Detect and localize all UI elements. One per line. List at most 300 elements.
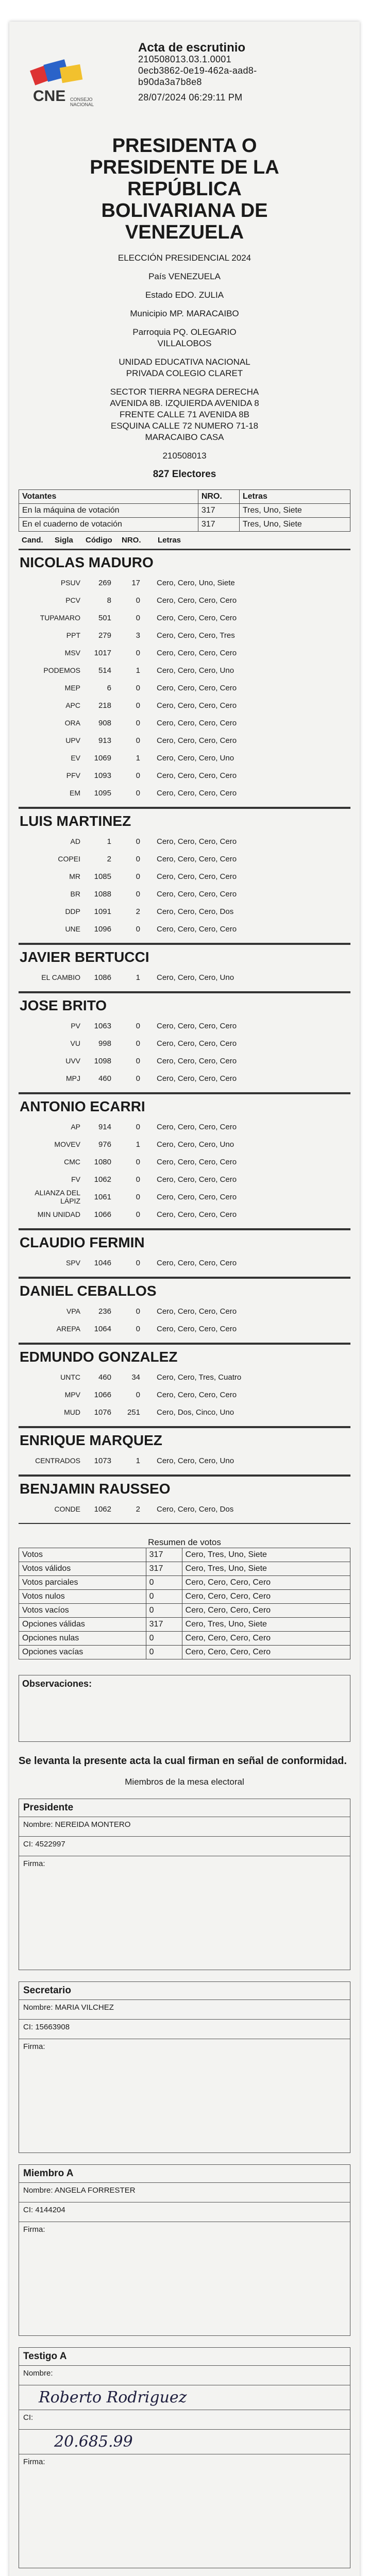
party-party: CENTRADOS bbox=[35, 1456, 80, 1465]
member-name: Nombre: MARIA VILCHEZ bbox=[19, 2000, 350, 2020]
party-party: ALIANZA DEL LÁPIZ bbox=[35, 1189, 80, 1205]
party-party: TUPAMARO bbox=[40, 614, 80, 622]
cell: Votos válidos bbox=[19, 1562, 146, 1576]
party-letras: Cero, Cero, Cero, Cero bbox=[157, 771, 237, 780]
party-party: VPA bbox=[66, 1307, 80, 1315]
party-party: PV bbox=[71, 1022, 80, 1030]
party-tot: 0 bbox=[136, 854, 140, 863]
party-num: 1096 bbox=[94, 924, 111, 934]
summary-table bbox=[19, 1548, 350, 1659]
candidate-group bbox=[19, 1427, 350, 1476]
party-num: 908 bbox=[98, 718, 111, 727]
candidate-group bbox=[19, 808, 350, 944]
candidate-group bbox=[19, 1344, 350, 1427]
table-row bbox=[19, 1618, 350, 1632]
party-row bbox=[19, 714, 350, 732]
table-row bbox=[19, 1632, 350, 1646]
party-tot: 0 bbox=[136, 1258, 140, 1267]
party-letras: Cero, Cero, Cero, Uno bbox=[157, 973, 234, 982]
party-row bbox=[19, 1188, 350, 1206]
table-row bbox=[19, 1646, 350, 1659]
member-name: Nombre: ANGELA FORRESTER bbox=[19, 2183, 350, 2202]
party-party: UNTC bbox=[60, 1373, 80, 1381]
party-party: EV bbox=[71, 754, 80, 762]
party-letras: Cero, Cero, Cero, Cero bbox=[157, 1258, 237, 1267]
table-row bbox=[19, 1562, 350, 1576]
direccion: FRENTE CALLE 71 AVENIDA 8B bbox=[120, 410, 249, 419]
party-letras: Cero, Cero, Cero, Cero bbox=[157, 1192, 237, 1201]
member-name: Nombre: NEREIDA MONTERO bbox=[19, 1817, 350, 1837]
party-num: 218 bbox=[98, 701, 111, 710]
party-num: 1073 bbox=[94, 1456, 111, 1465]
title-line: PRESIDENTA O bbox=[112, 135, 257, 157]
centro: UNIDAD EDUCATIVA NACIONAL bbox=[119, 357, 250, 367]
party-tot: 34 bbox=[131, 1372, 140, 1382]
acta-uuid-1: 0ecb3862-0e19-462a-aad8- bbox=[138, 65, 257, 76]
col-header: Cand. bbox=[22, 536, 43, 545]
party-tot: 0 bbox=[136, 596, 140, 605]
direccion: AVENIDA 8B. IZQUIERDA AVENIDA 8 bbox=[110, 398, 259, 408]
table-row bbox=[19, 518, 350, 532]
cell: 0 bbox=[146, 1576, 182, 1590]
cell: Cero, Tres, Uno, Siete bbox=[182, 1562, 350, 1576]
party-num: 460 bbox=[98, 1372, 111, 1382]
party-letras: Cero, Cero, Cero, Cero bbox=[157, 1307, 237, 1316]
party-party: MUD bbox=[64, 1408, 80, 1416]
party-tot: 0 bbox=[136, 788, 140, 798]
title-line: BOLIVARIANA DE bbox=[101, 200, 268, 222]
party-letras: Cero, Cero, Cero, Cero bbox=[157, 1210, 237, 1219]
pais: País VENEZUELA bbox=[148, 272, 221, 281]
party-num: 1086 bbox=[94, 973, 111, 982]
party-num: 1076 bbox=[94, 1408, 111, 1417]
cell: En la máquina de votación bbox=[19, 504, 198, 518]
receipt-content bbox=[19, 42, 350, 2576]
electores: 827 Electores bbox=[153, 469, 216, 480]
party-tot: 0 bbox=[136, 1056, 140, 1065]
cell: Cero, Cero, Cero, Cero bbox=[182, 1632, 350, 1646]
party-row bbox=[19, 969, 350, 986]
party-party: EM bbox=[70, 789, 80, 797]
cell: 0 bbox=[146, 1604, 182, 1618]
party-party: MR bbox=[69, 872, 80, 880]
party-party: MPV bbox=[64, 1391, 80, 1399]
party-letras: Cero, Cero, Cero, Cero bbox=[157, 1324, 237, 1333]
party-tot: 0 bbox=[136, 1021, 140, 1030]
party-row bbox=[19, 850, 350, 868]
party-row bbox=[19, 1118, 350, 1136]
party-letras: Cero, Cero, Cero, Cero bbox=[157, 1175, 237, 1184]
party-row bbox=[19, 833, 350, 850]
cell: Cero, Cero, Cero, Cero bbox=[182, 1604, 350, 1618]
cell: 0 bbox=[146, 1632, 182, 1646]
centro: PRIVADA COLEGIO CLARET bbox=[126, 368, 243, 378]
cell: 0 bbox=[146, 1590, 182, 1604]
party-num: 1062 bbox=[94, 1504, 111, 1514]
cell: 317 bbox=[198, 504, 239, 518]
party-row bbox=[19, 1136, 350, 1153]
party-row bbox=[19, 920, 350, 938]
candidate-group bbox=[19, 1476, 350, 1524]
party-tot: 0 bbox=[136, 736, 140, 745]
candidate-group bbox=[19, 1093, 350, 1229]
cand-header-row bbox=[19, 532, 350, 549]
party-letras: Cero, Cero, Cero, Cero bbox=[157, 1122, 237, 1131]
party-tot: 0 bbox=[136, 613, 140, 622]
col-header: Código bbox=[86, 536, 112, 545]
party-row bbox=[19, 1052, 350, 1070]
party-letras: Cero, Dos, Cinco, Uno bbox=[157, 1408, 234, 1417]
party-tot: 1 bbox=[136, 1140, 140, 1149]
title-line: REPÚBLICA bbox=[127, 178, 242, 200]
party-row bbox=[19, 697, 350, 714]
title-line: PRESIDENTE DE LA bbox=[90, 157, 279, 178]
party-tot: 0 bbox=[136, 1175, 140, 1184]
estado: Estado EDO. ZULIA bbox=[145, 290, 224, 300]
party-row bbox=[19, 1386, 350, 1403]
party-letras: Cero, Cero, Cero, Cero bbox=[157, 701, 237, 710]
party-num: 1080 bbox=[94, 1157, 111, 1166]
party-party: BR bbox=[70, 890, 80, 898]
member-role: Testigo A bbox=[19, 2348, 350, 2366]
header bbox=[19, 42, 350, 197]
party-party: PSUV bbox=[60, 579, 80, 587]
candidate-name: CLAUDIO FERMIN bbox=[19, 1229, 350, 1254]
party-row bbox=[19, 1070, 350, 1087]
party-num: 460 bbox=[98, 1074, 111, 1083]
title-line: VENEZUELA bbox=[125, 222, 244, 243]
party-num: 998 bbox=[98, 1039, 111, 1048]
codigo-centro: 210508013 bbox=[162, 451, 207, 461]
party-tot: 0 bbox=[136, 1307, 140, 1316]
table-row bbox=[19, 1604, 350, 1618]
party-row bbox=[19, 885, 350, 903]
col-header: NRO. bbox=[198, 490, 239, 504]
direccion: ESQUINA CALLE 72 NUMERO 71-18 bbox=[110, 421, 259, 431]
members-title: Miembros de la mesa electoral bbox=[125, 1777, 244, 1787]
candidate-name: NICOLAS MADURO bbox=[19, 549, 350, 574]
party-row bbox=[19, 1017, 350, 1035]
party-num: 279 bbox=[98, 631, 111, 640]
cell: Tres, Uno, Siete bbox=[239, 504, 350, 518]
party-party: MPJ bbox=[66, 1074, 80, 1082]
cne-logo-icon bbox=[29, 52, 106, 108]
party-row bbox=[19, 662, 350, 679]
party-party: DDP bbox=[65, 907, 80, 916]
party-num: 269 bbox=[98, 578, 111, 587]
cell: Opciones vacías bbox=[19, 1646, 146, 1659]
party-party: UNE bbox=[65, 925, 80, 933]
svg-text:CNE: CNE bbox=[33, 88, 66, 105]
party-tot: 0 bbox=[136, 771, 140, 780]
party-row bbox=[19, 1403, 350, 1421]
direccion: MARACAIBO CASA bbox=[145, 432, 224, 442]
party-row bbox=[19, 1153, 350, 1171]
handwritten-ci-row bbox=[19, 2430, 350, 2454]
col-header: Letras bbox=[239, 490, 350, 504]
party-letras: Cero, Cero, Cero, Cero bbox=[157, 718, 237, 727]
table-row bbox=[19, 504, 350, 518]
cell: Tres, Uno, Siete bbox=[239, 518, 350, 532]
candidate-name: LUIS MARTINEZ bbox=[19, 808, 350, 833]
party-letras: Cero, Cero, Cero, Cero bbox=[157, 648, 237, 657]
handwritten-name: Roberto Rodriguez bbox=[39, 2388, 187, 2406]
member-signature-box: Firma: bbox=[23, 2225, 45, 2234]
acta-code: 210508013.03.1.0001 bbox=[138, 54, 231, 64]
direccion: SECTOR TIERRA NEGRA DERECHA bbox=[110, 387, 259, 397]
party-party: UPV bbox=[65, 736, 80, 744]
party-num: 976 bbox=[98, 1140, 111, 1149]
party-tot: 0 bbox=[136, 683, 140, 692]
party-tot: 0 bbox=[136, 1074, 140, 1083]
candidate-name: DANIEL CEBALLOS bbox=[19, 1278, 350, 1302]
party-party: CONDE bbox=[54, 1505, 80, 1513]
member-box bbox=[19, 1799, 350, 1970]
parroquia: VILLALOBOS bbox=[157, 338, 212, 348]
party-letras: Cero, Cero, Uno, Siete bbox=[157, 578, 235, 587]
party-row bbox=[19, 1035, 350, 1052]
party-party: UVV bbox=[65, 1057, 80, 1065]
party-party: PPT bbox=[66, 631, 80, 639]
party-num: 1066 bbox=[94, 1390, 111, 1399]
party-row bbox=[19, 609, 350, 626]
conformidad-note: Se levanta la presente acta la cual firman en señal de conformidad. bbox=[19, 1755, 347, 1767]
party-party: AP bbox=[71, 1123, 80, 1131]
party-num: 8 bbox=[107, 596, 111, 605]
party-party: PCV bbox=[65, 596, 80, 604]
party-num: 1063 bbox=[94, 1021, 111, 1030]
member-box bbox=[19, 2164, 350, 2336]
party-row bbox=[19, 749, 350, 767]
party-num: 501 bbox=[98, 613, 111, 622]
observaciones-box: Observaciones: bbox=[19, 1675, 350, 1742]
member-ci: CI: 4522997 bbox=[19, 1837, 350, 1856]
party-tot: 0 bbox=[136, 837, 140, 846]
header-meta bbox=[138, 42, 349, 103]
party-tot: 1 bbox=[136, 1456, 140, 1465]
election-name: ELECCIÓN PRESIDENCIAL 2024 bbox=[118, 253, 251, 263]
party-row bbox=[19, 626, 350, 644]
party-party: EL CAMBIO bbox=[41, 973, 80, 981]
cell: Votos bbox=[19, 1548, 146, 1562]
member-ci: CI: 4144204 bbox=[19, 2202, 350, 2222]
votantes-table bbox=[19, 489, 350, 532]
party-num: 6 bbox=[107, 683, 111, 692]
party-num: 514 bbox=[98, 666, 111, 675]
party-num: 913 bbox=[98, 736, 111, 745]
acta-uuid-2: b90da3a7b8e8 bbox=[138, 77, 202, 87]
party-tot: 0 bbox=[136, 1039, 140, 1048]
acta-title: Acta de escrutinio bbox=[138, 41, 246, 55]
candidate-group bbox=[19, 549, 350, 808]
party-row bbox=[19, 591, 350, 609]
party-row bbox=[19, 1320, 350, 1337]
acta-timestamp: 28/07/2024 06:29:11 PM bbox=[138, 92, 243, 103]
party-party: PODEMOS bbox=[43, 666, 80, 674]
member-ci: CI: bbox=[19, 2410, 350, 2430]
party-tot: 0 bbox=[136, 648, 140, 657]
party-letras: Cero, Cero, Cero, Cero bbox=[157, 1157, 237, 1166]
candidates-list bbox=[19, 549, 350, 1524]
member-ci: CI: 15663908 bbox=[19, 2020, 350, 2039]
cell: 317 bbox=[146, 1548, 182, 1562]
cell: Cero, Tres, Uno, Siete bbox=[182, 1618, 350, 1632]
party-tot: 17 bbox=[131, 578, 140, 587]
party-letras: Cero, Cero, Cero, Cero bbox=[157, 889, 237, 899]
party-letras: Cero, Cero, Cero, Cero bbox=[157, 613, 237, 622]
handwritten-ci: 20.685.99 bbox=[54, 2433, 133, 2451]
member-name: Nombre: bbox=[19, 2366, 350, 2385]
party-num: 1061 bbox=[94, 1192, 111, 1201]
candidate-name: JAVIER BERTUCCI bbox=[19, 944, 350, 969]
party-row bbox=[19, 679, 350, 697]
cell: Cero, Cero, Cero, Cero bbox=[182, 1646, 350, 1659]
candidate-name: ANTONIO ECARRI bbox=[19, 1093, 350, 1118]
cell: Votos vacíos bbox=[19, 1604, 146, 1618]
party-row bbox=[19, 1171, 350, 1188]
party-num: 1069 bbox=[94, 753, 111, 762]
party-letras: Cero, Cero, Cero, Cero bbox=[157, 837, 237, 846]
member-role: Miembro A bbox=[19, 2165, 350, 2183]
cell: Cero, Tres, Uno, Siete bbox=[182, 1548, 350, 1562]
member-box bbox=[19, 1981, 350, 2153]
party-tot: 0 bbox=[136, 889, 140, 899]
party-party: AREPA bbox=[56, 1325, 80, 1333]
member-role: Presidente bbox=[19, 1799, 350, 1817]
party-row bbox=[19, 767, 350, 784]
candidate-name: BENJAMIN RAUSSEO bbox=[19, 1476, 350, 1500]
party-num: 1088 bbox=[94, 889, 111, 899]
party-num: 1017 bbox=[94, 648, 111, 657]
cell: Votos nulos bbox=[19, 1590, 146, 1604]
party-num: 1066 bbox=[94, 1210, 111, 1219]
cell: 317 bbox=[146, 1562, 182, 1576]
party-tot: 0 bbox=[136, 1324, 140, 1333]
party-party: MIN UNIDAD bbox=[37, 1210, 80, 1218]
member-role: Secretario bbox=[19, 1982, 350, 2000]
member-signature-box: Firma: bbox=[23, 2042, 45, 2051]
party-row bbox=[19, 1206, 350, 1223]
party-tot: 0 bbox=[136, 1157, 140, 1166]
party-row bbox=[19, 732, 350, 749]
party-tot: 1 bbox=[136, 973, 140, 982]
table-row bbox=[19, 1548, 350, 1562]
party-letras: Cero, Cero, Cero, Cero bbox=[157, 1021, 237, 1030]
handwritten-name-row bbox=[19, 2385, 350, 2410]
cell: Votos parciales bbox=[19, 1576, 146, 1590]
candidate-group bbox=[19, 992, 350, 1093]
col-header: Sigla bbox=[55, 536, 73, 545]
party-letras: Cero, Cero, Cero, Cero bbox=[157, 1074, 237, 1083]
cell: 317 bbox=[198, 518, 239, 532]
party-num: 1093 bbox=[94, 771, 111, 780]
party-tot: 1 bbox=[136, 753, 140, 762]
members-list bbox=[19, 1799, 350, 2576]
party-letras: Cero, Cero, Cero, Dos bbox=[157, 1504, 234, 1514]
cell: 0 bbox=[146, 1646, 182, 1659]
party-num: 1095 bbox=[94, 788, 111, 798]
parroquia: Parroquia PQ. OLEGARIO bbox=[132, 327, 237, 337]
party-letras: Cero, Cero, Cero, Uno bbox=[157, 753, 234, 762]
receipt-paper bbox=[9, 22, 360, 2576]
party-party: AD bbox=[70, 837, 80, 845]
col-header: Votantes bbox=[19, 490, 198, 504]
party-row bbox=[19, 1302, 350, 1320]
cell: Cero, Cero, Cero, Cero bbox=[182, 1590, 350, 1604]
party-tot: 251 bbox=[127, 1408, 140, 1417]
party-row bbox=[19, 784, 350, 802]
party-letras: Cero, Cero, Cero, Cero bbox=[157, 1039, 237, 1048]
col-header: NRO. bbox=[122, 536, 141, 545]
candidate-name: JOSE BRITO bbox=[19, 992, 350, 1017]
party-party: VU bbox=[70, 1039, 80, 1047]
municipio: Municipio MP. MARACAIBO bbox=[130, 309, 239, 318]
party-party: CMC bbox=[64, 1158, 80, 1166]
party-num: 1098 bbox=[94, 1056, 111, 1065]
cell: Opciones nulas bbox=[19, 1632, 146, 1646]
cell: Opciones válidas bbox=[19, 1618, 146, 1632]
cell: 317 bbox=[146, 1618, 182, 1632]
party-row bbox=[19, 868, 350, 885]
party-party: COPEI bbox=[58, 855, 80, 863]
party-num: 236 bbox=[98, 1307, 111, 1316]
party-letras: Cero, Cero, Cero, Cero bbox=[157, 1056, 237, 1065]
party-party: MEP bbox=[64, 684, 80, 692]
location-info bbox=[19, 252, 350, 480]
party-num: 1064 bbox=[94, 1324, 111, 1333]
party-letras: Cero, Cero, Tres, Cuatro bbox=[157, 1372, 242, 1382]
party-letras: Cero, Cero, Cero, Cero bbox=[157, 1390, 237, 1399]
party-letras: Cero, Cero, Cero, Cero bbox=[157, 924, 237, 934]
party-party: MSV bbox=[64, 649, 80, 657]
party-tot: 0 bbox=[136, 718, 140, 727]
candidate-name: EDMUNDO GONZALEZ bbox=[19, 1344, 350, 1368]
party-tot: 0 bbox=[136, 701, 140, 710]
member-signature-box: Firma: bbox=[23, 2458, 45, 2466]
summary-title: Resumen de votos bbox=[148, 1537, 221, 1547]
cell: En el cuaderno de votación bbox=[19, 518, 198, 532]
party-tot: 0 bbox=[136, 924, 140, 934]
party-row bbox=[19, 1254, 350, 1272]
member-signature-box: Firma: bbox=[23, 1859, 45, 1868]
party-party: SPV bbox=[65, 1259, 80, 1267]
party-letras: Cero, Cero, Cero, Cero bbox=[157, 872, 237, 881]
party-letras: Cero, Cero, Cero, Cero bbox=[157, 736, 237, 745]
candidate-name: ENRIQUE MARQUEZ bbox=[19, 1427, 350, 1452]
party-party: PFV bbox=[66, 771, 80, 779]
party-letras: Cero, Cero, Cero, Tres bbox=[157, 631, 235, 640]
party-num: 1085 bbox=[94, 872, 111, 881]
party-tot: 0 bbox=[136, 1122, 140, 1131]
party-tot: 0 bbox=[136, 1210, 140, 1219]
member-box bbox=[19, 2347, 350, 2568]
party-letras: Cero, Cero, Cero, Uno bbox=[157, 666, 234, 675]
party-tot: 2 bbox=[136, 907, 140, 916]
party-num: 1091 bbox=[94, 907, 111, 916]
party-party: FV bbox=[71, 1175, 80, 1183]
party-row bbox=[19, 644, 350, 662]
candidate-group bbox=[19, 1229, 350, 1278]
party-letras: Cero, Cero, Cero, Dos bbox=[157, 907, 234, 916]
party-party: ORA bbox=[64, 719, 80, 727]
party-tot: 0 bbox=[136, 1390, 140, 1399]
party-letras: Cero, Cero, Cero, Cero bbox=[157, 596, 237, 605]
party-tot: 3 bbox=[136, 631, 140, 640]
party-num: 914 bbox=[98, 1122, 111, 1131]
party-tot: 1 bbox=[136, 666, 140, 675]
cell: Cero, Cero, Cero, Cero bbox=[182, 1576, 350, 1590]
svg-text:NACIONAL: NACIONAL bbox=[70, 102, 94, 107]
